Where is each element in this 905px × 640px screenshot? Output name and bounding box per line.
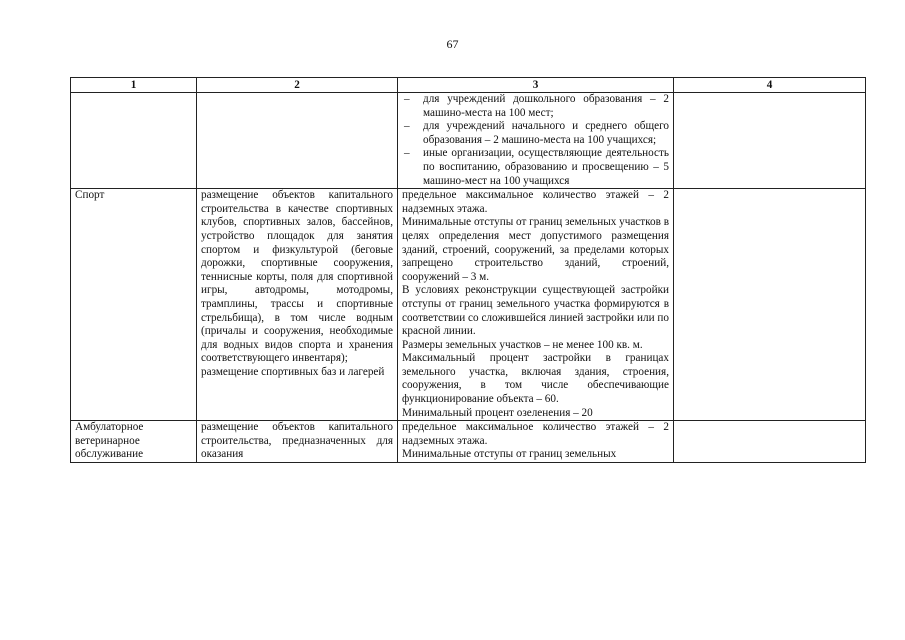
notes-cell (674, 189, 866, 421)
parameter-paragraph: В условиях реконструкции существующей застройки отступы от границ земельного участка формируются в соответствии со сложившейся линией застройки или по красной линии. (402, 284, 669, 338)
parameter-paragraph: Максимальный процент застройки в границах земельного участка, включая здания, строения, сооружения, в том числе обеспечивающие функционирование объекта – 60. (402, 352, 669, 406)
column-header: 3 (398, 78, 674, 93)
description-paragraph: размещение спортивных баз и лагерей (201, 365, 385, 378)
description-paragraph: размещение объектов капитального строительства в качестве спортивных клубов, спортивных залов, бассейнов, устройство площадок для занятия спортом и физкультурой (беговые дорожки, спортивные сооружения, теннисные корты, поля для спортивной игры, автодромы, мотодромы, трамплины, трассы и спортивные стрельбища), в том числе водным (причалы и сооружения, необходимые для водных видов спорта и хранения соответствующего инвентаря); (201, 189, 393, 365)
column-header: 4 (674, 78, 866, 93)
parameter-paragraph: предельное максимальное количество этажей – 2 надземных этажа. (402, 189, 669, 215)
parking-norms-list (402, 93, 669, 188)
parameter-paragraph: предельное максимальное количество этажей – 2 надземных этажа. (402, 421, 669, 447)
use-name-cell: Спорт (71, 189, 197, 421)
parameters-cell (398, 189, 674, 421)
list-item: – для учреждений начального и среднего общего образования – 2 машино-места на 100 учащихся; (402, 120, 669, 147)
use-description-cell (197, 93, 398, 189)
list-item: – для учреждений дошкольного образования – 2 машино-места на 100 мест; (402, 93, 669, 120)
column-header: 1 (71, 78, 197, 93)
notes-cell (674, 421, 866, 463)
parameters-cell (398, 93, 674, 189)
use-name-cell: Амбулаторное ветеринарное обслуживание (71, 421, 197, 463)
land-use-table (70, 77, 866, 463)
page-number: 67 (446, 37, 459, 51)
parameter-paragraph: Размеры земельных участков – не менее 100 кв. м. (402, 338, 643, 351)
table-row (71, 189, 866, 421)
parameters-cell (398, 421, 674, 463)
list-item: – иные организации, осуществляющие деятельность по воспитанию, образованию и просвещению – 5 машино-мест на 100 учащихся (402, 147, 669, 188)
use-description-cell (197, 189, 398, 421)
description-paragraph: размещение объектов капитального строительства, предназначенных для оказания (201, 421, 393, 461)
column-header: 2 (197, 78, 398, 93)
use-name-cell (71, 93, 197, 189)
parameter-paragraph: Минимальный процент озеленения – 20 (402, 406, 593, 419)
parameter-paragraph: Минимальные отступы от границ земельных (402, 448, 617, 461)
parameter-paragraph: Минимальные отступы от границ земельных участков в целях определения мест допустимого размещения зданий, строений, сооружений, за пределами которых запрещено строительство зданий, строений, сооружений – 3 м. (402, 216, 669, 283)
use-description-cell (197, 421, 398, 463)
table-row (71, 421, 866, 463)
table-row (71, 93, 866, 189)
notes-cell (674, 93, 866, 189)
table-header-row (71, 78, 866, 93)
